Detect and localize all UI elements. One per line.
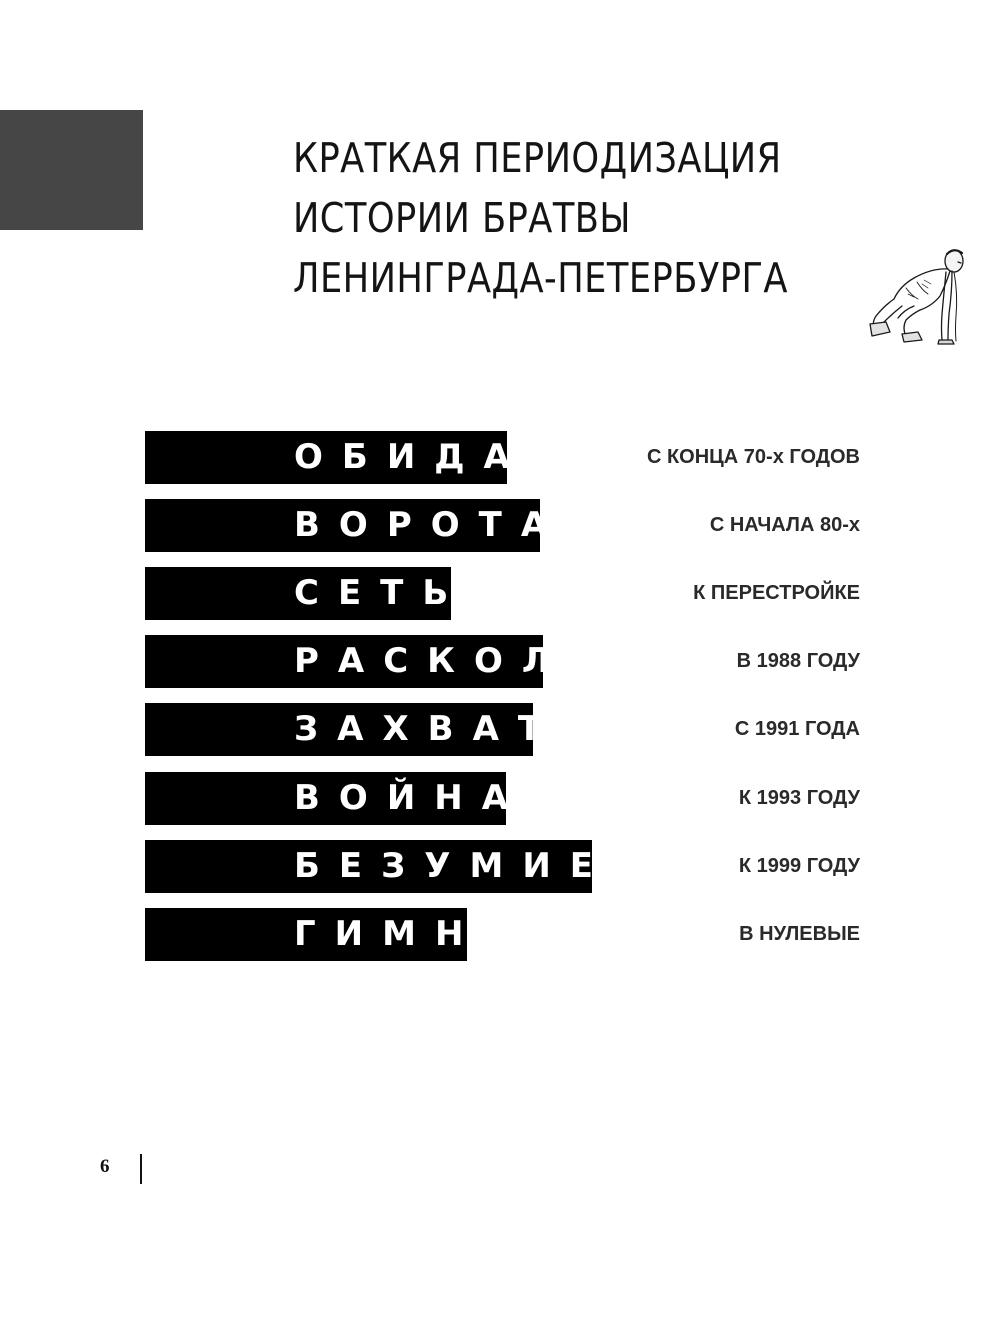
period-date: К 1999 ГОДУ [738,855,860,877]
period-word: БЕЗУМИЕ [294,846,613,886]
period-word: ОБИДА [294,437,529,477]
period-word: ГИМН [294,914,483,954]
period-date: К 1993 ГОДУ [738,787,860,809]
period-date: В 1988 ГОДУ [736,650,860,672]
corner-decor-block [0,110,143,230]
page-title [293,128,788,308]
period-row [145,431,860,484]
period-date: К ПЕРЕСТРОЙКЕ [693,582,860,604]
period-word: ВОЙНА [294,778,528,818]
page-number-divider [140,1154,142,1184]
period-word: ВОРОТА [294,505,567,545]
period-word: СЕТЬ [294,573,468,613]
period-row [145,703,860,756]
period-date: С НАЧАЛА 80-х [709,514,860,536]
period-row [145,772,860,825]
period-date: С 1991 ГОДА [734,718,860,740]
period-word: РАСКОЛ [294,641,570,681]
period-row [145,840,860,893]
title-line-1: КРАТКАЯ ПЕРИОДИЗАЦИЯ [293,134,782,182]
title-line-3: ЛЕНИНГРАДА-ПЕТЕРБУРГА [293,254,788,302]
period-row [145,908,860,961]
period-word: ЗАХВАТ [294,709,561,749]
period-row [145,499,860,552]
page-number: 6 [100,1156,110,1177]
period-date: В НУЛЕВЫЕ [739,923,860,945]
period-date: С КОНЦА 70-х ГОДОВ [646,446,860,468]
period-row [145,635,860,688]
title-line-2: ИСТОРИИ БРАТВЫ [293,194,631,242]
sprinter-start-illustration [862,244,982,354]
period-row [145,567,860,620]
